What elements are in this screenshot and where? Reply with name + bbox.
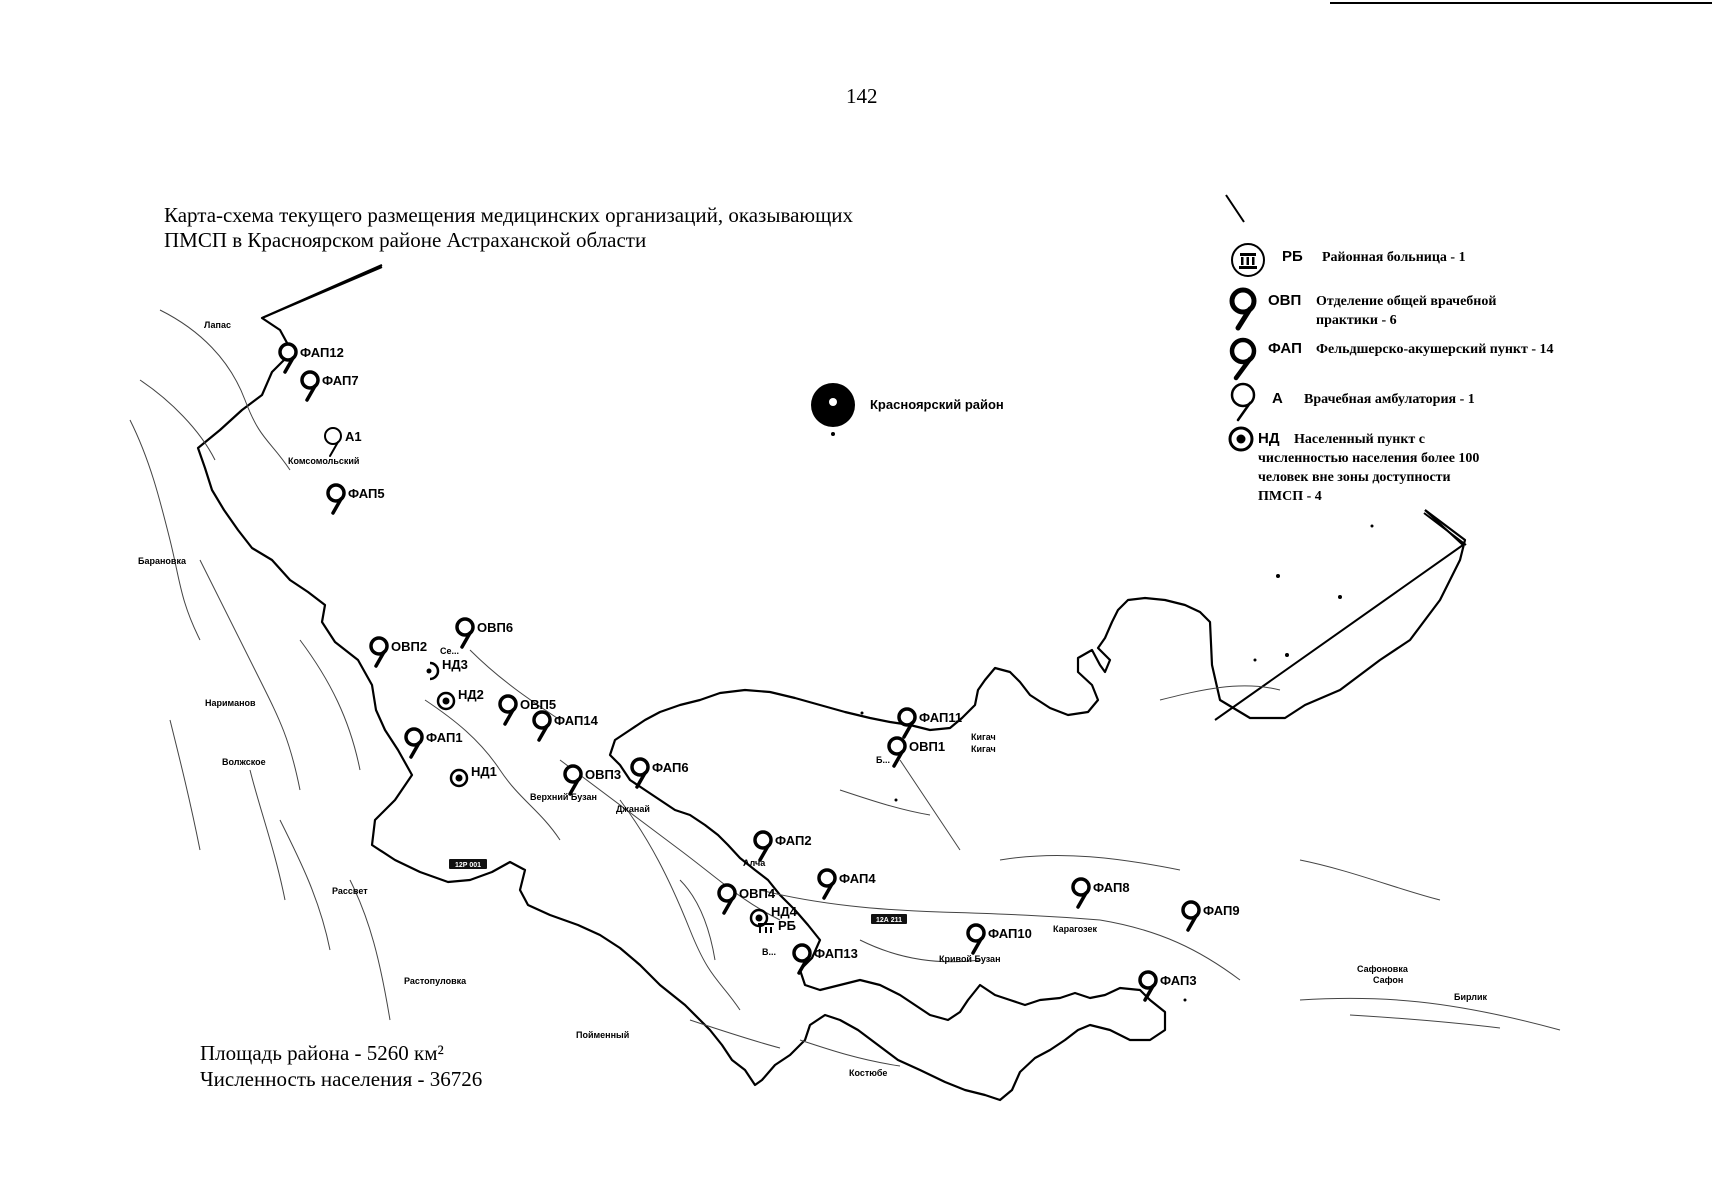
place-label: Верхний Бузан: [530, 792, 597, 802]
facility-marker-нд3: [427, 663, 439, 679]
place-label: Карагозек: [1053, 924, 1097, 934]
place-label: Се...: [440, 646, 460, 656]
district-center-marker: [811, 383, 855, 436]
facility-marker-овп3: [565, 766, 581, 794]
facility-marker-фап5: [328, 485, 344, 513]
facility-marker-нд1: [451, 770, 467, 786]
place-label: Лапас: [204, 320, 231, 330]
legend-callout-line-top: [1226, 195, 1244, 222]
place-label: Кривой Бузан: [939, 954, 1001, 964]
facility-marker-фап3: [1140, 972, 1156, 1000]
legend-abbr: ОВП: [1268, 292, 1302, 309]
facility-marker-фап13: [794, 945, 810, 973]
legend-item-settlement: [1226, 424, 1556, 514]
page-number: 142: [846, 84, 878, 108]
facility-label: ФАП6: [652, 760, 689, 775]
place-label: Алча: [743, 858, 766, 868]
legend-item-fap: [1226, 336, 1556, 382]
legend-abbr: ФАП: [1268, 340, 1302, 357]
place-label: Рассвет: [332, 886, 368, 896]
hospital-icon: [1226, 240, 1268, 280]
facility-marker-овп4: [719, 885, 735, 913]
legend-item-ambulatory: [1226, 380, 1556, 420]
facility-label: ФАП10: [988, 926, 1032, 941]
facility-marker-фап9: [1183, 902, 1199, 930]
map-title-line-2: ПМСП в Красноярском районе Астраханской области: [164, 228, 647, 252]
facility-marker-фап7: [302, 372, 318, 400]
place-label: Волжское: [222, 757, 266, 767]
facility-marker-рб: [758, 923, 774, 933]
facility-label: ОВП2: [391, 639, 428, 654]
legend-desc: Отделение общей врачебной практики - 6: [1316, 294, 1497, 328]
facility-marker-фап1: [406, 729, 422, 757]
road-badge-12a211: [871, 914, 907, 924]
facility-label: НД2: [458, 687, 484, 702]
north-boundary-line: [262, 267, 382, 318]
map-title-line-1: Карта-схема текущего размещения медицинских организаций, оказывающих: [164, 203, 854, 227]
facility-marker-фап12: [280, 344, 296, 372]
district-area: Площадь района - 5260 км²: [200, 1041, 444, 1065]
facility-markers: [280, 344, 1240, 1000]
facility-marker-овп1: [889, 738, 905, 766]
legend-abbr: РБ: [1282, 248, 1303, 265]
facility-label: ФАП9: [1203, 903, 1240, 918]
facility-label: ФАП7: [322, 373, 359, 388]
facility-marker-а1: [325, 428, 341, 456]
facility-marker-фап8: [1073, 879, 1089, 907]
facility-marker-фап4: [819, 870, 835, 898]
facility-marker-овп6: [457, 619, 473, 647]
facility-marker-фап14: [534, 712, 550, 740]
legend-abbr: НД: [1258, 430, 1280, 447]
facility-marker-овп5: [500, 696, 516, 724]
place-label: Б...: [876, 755, 890, 765]
place-label: Нариманов: [205, 698, 256, 708]
facility-label: ОВП5: [520, 697, 557, 712]
legend-item-ovp: [1226, 286, 1556, 336]
road-badge-label: 12А 211: [875, 917, 903, 924]
road-badge-12r001: [449, 859, 487, 869]
legend-desc: Фельдшерско-акушерский пункт - 14: [1316, 342, 1554, 357]
district-stats: [200, 1040, 482, 1092]
facility-label: РБ: [778, 918, 797, 933]
place-label: Кигач: [971, 744, 996, 754]
legend-desc: Районная больница - 1: [1322, 250, 1466, 265]
place-label: Костюбе: [849, 1068, 888, 1078]
map-specks: [861, 525, 1374, 1002]
facility-marker-фап10: [968, 925, 984, 953]
district-center-label: Красноярский район: [870, 397, 1004, 412]
facility-label: А1: [345, 429, 362, 444]
facility-marker-овп2: [371, 638, 387, 666]
place-label: В...: [762, 947, 777, 957]
legend-desc: Населенный пункт с численностью населения более 100 человек вне зоны доступности ПМСП - 4: [1258, 432, 1480, 504]
place-label: Бирлик: [1454, 992, 1488, 1002]
place-label: Растопуловка: [404, 976, 467, 986]
facility-label: ФАП12: [300, 345, 344, 360]
pin-icon: [1226, 336, 1262, 382]
place-label: Сафон: [1373, 975, 1404, 985]
place-label: Комсомольский: [288, 456, 360, 466]
facility-label: ФАП4: [839, 871, 876, 886]
facility-label: ОВП4: [739, 886, 776, 901]
facility-marker-фап11: [899, 709, 915, 737]
district-population: Численность населения - 36726: [200, 1067, 483, 1091]
facility-label: ФАП5: [348, 486, 385, 501]
place-label: Кигач: [971, 732, 996, 742]
facility-marker-фап2: [755, 832, 771, 860]
pin-thick-icon: [1226, 286, 1262, 332]
facility-label: ФАП11: [919, 710, 963, 725]
legend-item-hospital: [1226, 240, 1556, 280]
facility-label: ФАП14: [554, 713, 598, 728]
facility-label: ФАП3: [1160, 973, 1197, 988]
facility-label: НД1: [471, 764, 497, 779]
facility-label: ФАП13: [814, 946, 858, 961]
legend-desc: Врачебная амбулатория - 1: [1304, 392, 1475, 407]
place-label: Сафоновка: [1357, 964, 1408, 974]
facility-label: ОВП6: [477, 620, 514, 635]
road-badge-label: 12Р 001: [454, 862, 482, 869]
place-label: Пойменный: [576, 1030, 630, 1040]
facility-label: ФАП1: [426, 730, 463, 745]
facility-label: НД4: [771, 904, 797, 919]
place-label: Джанай: [616, 804, 650, 814]
legend-abbr: А: [1272, 390, 1283, 407]
facility-label: ОВП3: [585, 767, 622, 782]
facility-label: ФАП2: [775, 833, 812, 848]
place-label: Барановка: [138, 556, 186, 566]
district-boundary-east: [1215, 510, 1463, 720]
facility-label: ФАП8: [1093, 880, 1130, 895]
facility-marker-нд2: [438, 693, 454, 709]
target-icon: [1226, 424, 1260, 458]
legend-callout-line-bottom: [1424, 513, 1466, 545]
facility-label: НД3: [442, 657, 468, 672]
facility-label: ОВП1: [909, 739, 946, 754]
pin-outline-icon: [1226, 380, 1262, 424]
